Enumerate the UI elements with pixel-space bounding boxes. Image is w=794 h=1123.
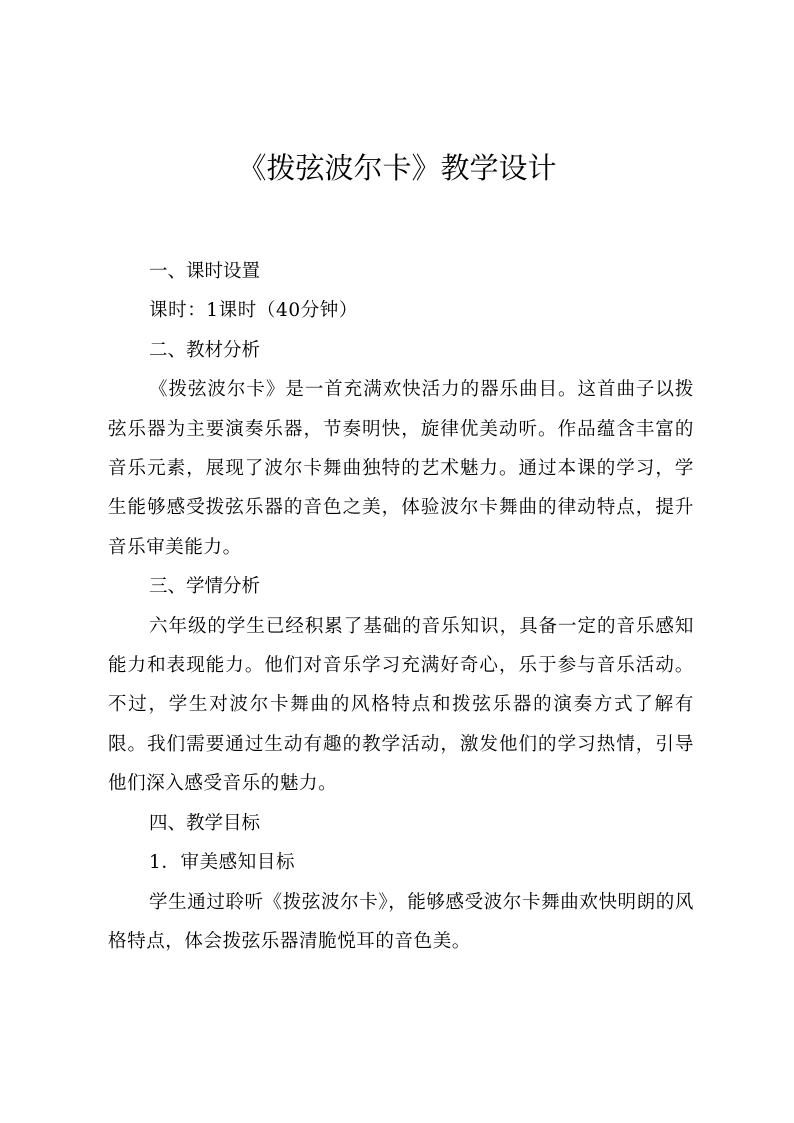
goal-subheading-aesthetic: 1．审美感知目标 (149, 852, 296, 874)
section-heading-learner-analysis: 三、学情分析 (149, 576, 261, 598)
document-title: 《拨弦波尔卡》教学设计 (237, 151, 557, 185)
material-analysis-paragraph: 《拨弦波尔卡》是一首充满欢快活力的器乐曲目。这首曲子以拨弦乐器为主要演奏乐器，节奏明快，旋律优美动听。作品蕴含丰富的音乐元素，展现了波尔卡舞曲独特的艺术魅力。通过本课的学习，学生能够感受拨弦乐器的音色之美，体验波尔卡舞曲的律动特点，提升音乐审美能力。 (108, 379, 694, 558)
aesthetic-goal-paragraph: 学生通过聆听《拨弦波尔卡》，能够感受波尔卡舞曲欢快明朗的风格特点，体会拨弦乐器清脆悦耳的音色美。 (108, 891, 694, 952)
section-heading-class-hours: 一、课时设置 (149, 261, 261, 282)
section-heading-teaching-goals: 四、教学目标 (149, 812, 261, 834)
class-hours-line: 课时：1课时（40分钟） (149, 300, 359, 322)
section-heading-material-analysis: 二、教材分析 (149, 339, 261, 361)
document-body (108, 252, 694, 961)
learner-analysis-paragraph: 六年级的学生已经积累了基础的音乐知识，具备一定的音乐感知能力和表现能力。他们对音乐学习充满好奇心，乐于参与音乐活动。不过，学生对波尔卡舞曲的风格特点和拨弦乐器的演奏方式了解有限。我们需要通过生动有趣的教学活动，激发他们的学习热情，引导他们深入感受音乐的魅力。 (108, 615, 694, 795)
